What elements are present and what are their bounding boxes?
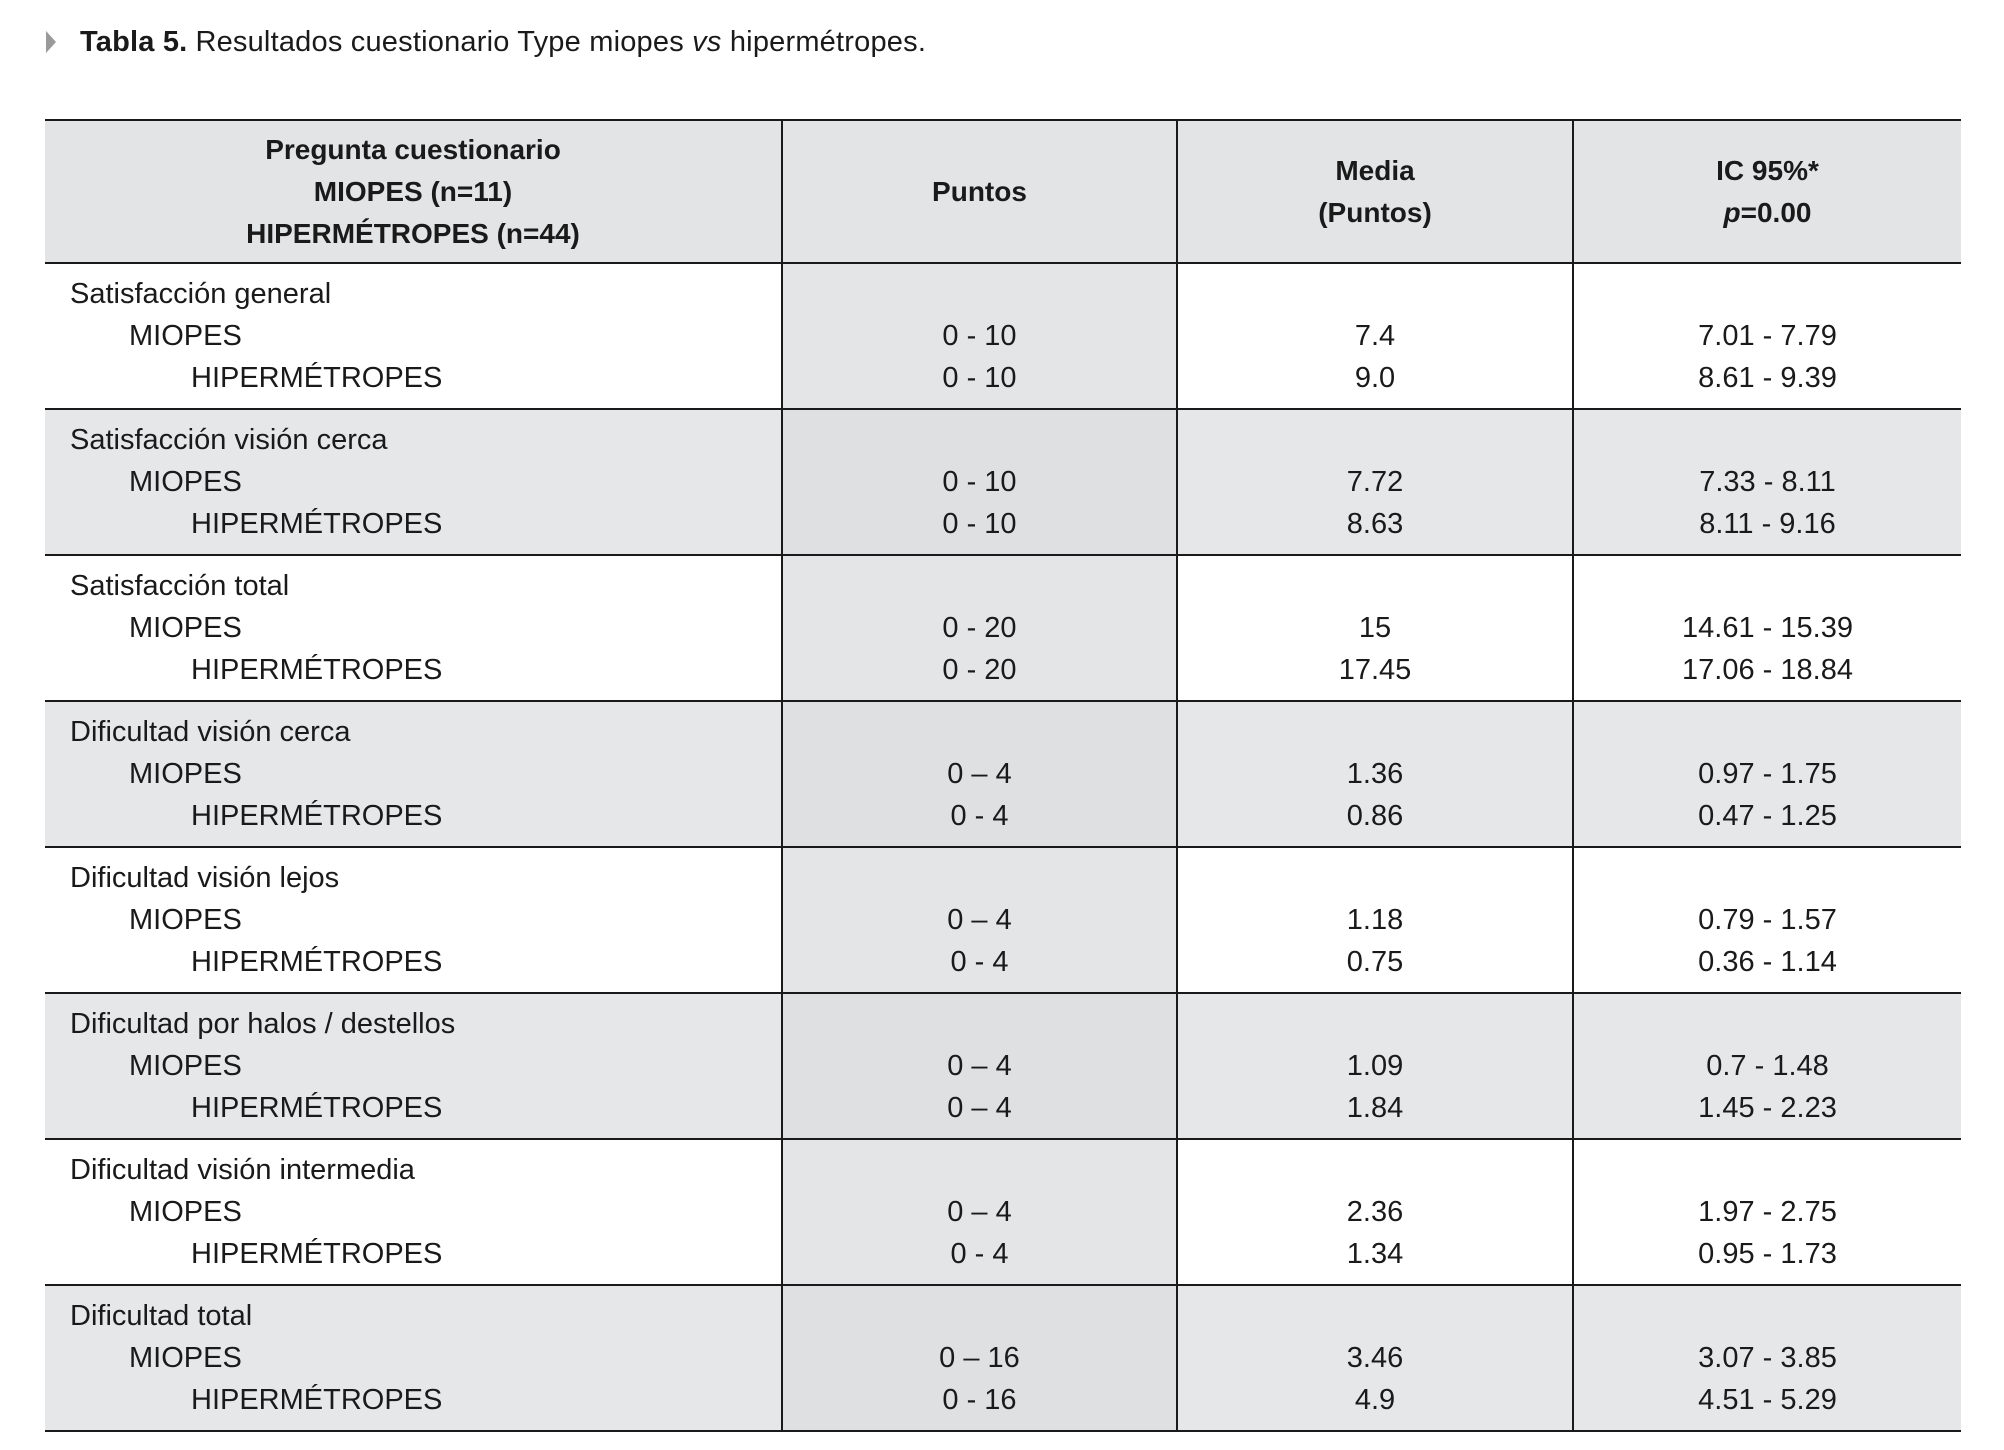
- spacer: [783, 711, 1176, 753]
- media-miopes-value: 3.46: [1346, 1342, 1404, 1374]
- question-cell: [45, 409, 782, 555]
- question-stack: [45, 1140, 781, 1284]
- media-miopes-value: 1.36: [1346, 758, 1404, 790]
- ic-cell: [1573, 847, 1961, 993]
- spacer: [1178, 1149, 1572, 1191]
- spacer: [1178, 857, 1572, 899]
- media-cell: [1177, 701, 1573, 847]
- media-cell: [1177, 1139, 1573, 1285]
- miopes-label: MIOPES: [129, 904, 242, 936]
- ic-miopes-value: 0.97 - 1.75: [1698, 758, 1837, 790]
- header-ic-pvalue: [1574, 192, 1961, 234]
- ic-cell: [1573, 1139, 1961, 1285]
- spacer: [1178, 1003, 1572, 1045]
- media-stack: [1178, 702, 1572, 846]
- spacer: [1574, 857, 1961, 899]
- table-row: [45, 1285, 1961, 1431]
- miopes-label: MIOPES: [129, 758, 242, 790]
- media-cell: [1177, 847, 1573, 993]
- question-title: Dificultad visión lejos: [70, 862, 340, 894]
- media-cell: [1177, 409, 1573, 555]
- ic-stack: [1574, 556, 1961, 700]
- caption-text: [195, 26, 926, 59]
- caption-bullet-icon: [46, 31, 56, 53]
- ic-cell: [1573, 1285, 1961, 1431]
- spacer: [1574, 711, 1961, 753]
- media-hipermetropes-value: 1.34: [1346, 1238, 1404, 1270]
- spacer: [1178, 1295, 1572, 1337]
- spacer: [783, 1003, 1176, 1045]
- spacer: [1574, 1003, 1961, 1045]
- ic-miopes-value: 0.7 - 1.48: [1706, 1050, 1829, 1082]
- question-cell: [45, 993, 782, 1139]
- question-title: Satisfacción general: [70, 278, 332, 310]
- question-stack: [45, 702, 781, 846]
- header-media-line: (Puntos): [1318, 196, 1432, 228]
- puntos-cell: [782, 1285, 1177, 1431]
- question-title: Dificultad visión intermedia: [70, 1154, 415, 1186]
- puntos-miopes-value: 0 – 4: [947, 904, 1012, 936]
- puntos-stack: [783, 702, 1176, 846]
- media-hipermetropes-value: 8.63: [1346, 508, 1404, 540]
- table-row: [45, 263, 1961, 409]
- ic-stack: [1574, 848, 1961, 992]
- question-stack: [45, 264, 781, 408]
- puntos-stack: [783, 1140, 1176, 1284]
- puntos-hipermetropes-value: 0 - 4: [950, 800, 1009, 832]
- media-hipermetropes-value: 17.45: [1338, 654, 1412, 686]
- puntos-hipermetropes-value: 0 - 4: [950, 946, 1009, 978]
- ic-hipermetropes-value: 8.61 - 9.39: [1698, 362, 1837, 394]
- caption-text-before: Resultados cuestionario Type miopes: [195, 25, 684, 58]
- miopes-label: MIOPES: [129, 612, 242, 644]
- spacer: [1574, 1149, 1961, 1191]
- question-stack: [45, 994, 781, 1138]
- spacer: [1574, 419, 1961, 461]
- table-row: [45, 701, 1961, 847]
- ic-hipermetropes-value: 8.11 - 9.16: [1699, 508, 1836, 540]
- media-stack: [1178, 994, 1572, 1138]
- question-stack: [45, 410, 781, 554]
- ic-stack: [1574, 410, 1961, 554]
- spacer: [1178, 273, 1572, 315]
- media-miopes-value: 2.36: [1346, 1196, 1404, 1228]
- caption-label: Tabla 5.: [80, 25, 188, 58]
- puntos-cell: [782, 555, 1177, 701]
- caption-text-after: hipermétropes.: [729, 25, 927, 58]
- question-cell: [45, 263, 782, 409]
- media-stack: [1178, 848, 1572, 992]
- ic-stack: [1574, 264, 1961, 408]
- spacer: [1574, 1295, 1961, 1337]
- hipermetropes-label: HIPERMÉTROPES: [191, 362, 443, 394]
- puntos-hipermetropes-value: 0 – 4: [947, 1092, 1012, 1124]
- puntos-stack: [783, 410, 1176, 554]
- puntos-miopes-value: 0 – 4: [947, 1050, 1012, 1082]
- puntos-cell: [782, 847, 1177, 993]
- question-title: Dificultad visión cerca: [70, 716, 351, 748]
- question-cell: [45, 1285, 782, 1431]
- puntos-miopes-value: 0 – 4: [947, 758, 1012, 790]
- media-stack: [1178, 410, 1572, 554]
- hipermetropes-label: HIPERMÉTROPES: [191, 1092, 443, 1124]
- puntos-cell: [782, 993, 1177, 1139]
- media-hipermetropes-value: 4.9: [1354, 1384, 1396, 1416]
- ic-stack: [1574, 994, 1961, 1138]
- question-cell: [45, 847, 782, 993]
- table-body: [45, 263, 1961, 1431]
- spacer: [783, 419, 1176, 461]
- media-hipermetropes-value: 1.84: [1346, 1092, 1404, 1124]
- spacer: [783, 273, 1176, 315]
- puntos-miopes-value: 0 – 16: [939, 1342, 1020, 1374]
- miopes-label: MIOPES: [129, 466, 242, 498]
- hipermetropes-label: HIPERMÉTROPES: [191, 946, 443, 978]
- media-miopes-value: 15: [1358, 612, 1392, 644]
- table-row: [45, 409, 1961, 555]
- spacer: [783, 1149, 1176, 1191]
- ic-miopes-value: 14.61 - 15.39: [1682, 612, 1853, 644]
- spacer: [783, 565, 1176, 607]
- ic-stack: [1574, 702, 1961, 846]
- ic-stack: [1574, 1286, 1961, 1430]
- hipermetropes-label: HIPERMÉTROPES: [191, 1384, 443, 1416]
- puntos-cell: [782, 409, 1177, 555]
- header-ic-line: IC 95%*: [1716, 154, 1819, 186]
- media-miopes-value: 1.18: [1346, 904, 1404, 936]
- ic-hipermetropes-value: 0.36 - 1.14: [1698, 946, 1837, 978]
- media-miopes-value: 7.72: [1346, 466, 1404, 498]
- table-caption: [46, 22, 926, 62]
- media-cell: [1177, 263, 1573, 409]
- spacer: [1574, 565, 1961, 607]
- puntos-miopes-value: 0 – 4: [947, 1196, 1012, 1228]
- puntos-hipermetropes-value: 0 - 10: [942, 508, 1017, 540]
- ic-miopes-value: 1.97 - 2.75: [1698, 1196, 1837, 1228]
- question-stack: [45, 848, 781, 992]
- table-row: [45, 1139, 1961, 1285]
- ic-hipermetropes-value: 4.51 - 5.29: [1698, 1384, 1837, 1416]
- header-media: [1177, 120, 1573, 263]
- question-title: Satisfacción total: [70, 570, 290, 602]
- header-question-line: Pregunta cuestionario: [265, 133, 561, 165]
- puntos-hipermetropes-value: 0 - 20: [942, 654, 1017, 686]
- spacer: [783, 857, 1176, 899]
- ic-cell: [1573, 993, 1961, 1139]
- media-hipermetropes-value: 0.86: [1346, 800, 1404, 832]
- ic-hipermetropes-value: 1.45 - 2.23: [1698, 1092, 1837, 1124]
- ic-hipermetropes-value: 0.95 - 1.73: [1698, 1238, 1837, 1270]
- miopes-label: MIOPES: [129, 320, 242, 352]
- question-cell: [45, 555, 782, 701]
- media-miopes-value: 1.09: [1346, 1050, 1404, 1082]
- table-header-row: [45, 120, 1961, 263]
- header-media-line: Media: [1335, 154, 1415, 186]
- puntos-cell: [782, 263, 1177, 409]
- puntos-stack: [783, 994, 1176, 1138]
- ic-stack: [1574, 1140, 1961, 1284]
- media-cell: [1177, 1285, 1573, 1431]
- media-stack: [1178, 264, 1572, 408]
- media-stack: [1178, 1140, 1572, 1284]
- results-table: [45, 119, 1961, 1432]
- table-row: [45, 847, 1961, 993]
- media-cell: [1177, 555, 1573, 701]
- puntos-miopes-value: 0 - 10: [942, 320, 1017, 352]
- question-stack: [45, 556, 781, 700]
- ic-cell: [1573, 263, 1961, 409]
- ic-hipermetropes-value: 0.47 - 1.25: [1698, 800, 1837, 832]
- question-title: Satisfacción visión cerca: [70, 424, 388, 456]
- table-row: [45, 993, 1961, 1139]
- spacer: [1178, 711, 1572, 753]
- puntos-stack: [783, 264, 1176, 408]
- puntos-cell: [782, 701, 1177, 847]
- question-cell: [45, 701, 782, 847]
- puntos-hipermetropes-value: 0 - 16: [942, 1384, 1017, 1416]
- puntos-hipermetropes-value: 0 - 10: [942, 362, 1017, 394]
- puntos-miopes-value: 0 - 10: [942, 466, 1017, 498]
- header-ic-p: p: [1723, 196, 1741, 228]
- media-miopes-value: 7.4: [1354, 320, 1396, 352]
- header-question-line: HIPERMÉTROPES (n=44): [246, 217, 580, 249]
- ic-cell: [1573, 701, 1961, 847]
- media-hipermetropes-value: 0.75: [1346, 946, 1404, 978]
- media-cell: [1177, 993, 1573, 1139]
- media-hipermetropes-value: 9.0: [1354, 362, 1396, 394]
- miopes-label: MIOPES: [129, 1196, 242, 1228]
- ic-miopes-value: 3.07 - 3.85: [1698, 1342, 1837, 1374]
- ic-miopes-value: 7.01 - 7.79: [1698, 320, 1837, 352]
- question-title: Dificultad por halos / destellos: [70, 1008, 456, 1040]
- puntos-stack: [783, 848, 1176, 992]
- puntos-hipermetropes-value: 0 - 4: [950, 1238, 1009, 1270]
- header-ic-p-value: =0.00: [1740, 196, 1812, 228]
- question-cell: [45, 1139, 782, 1285]
- hipermetropes-label: HIPERMÉTROPES: [191, 508, 443, 540]
- puntos-cell: [782, 1139, 1177, 1285]
- ic-miopes-value: 0.79 - 1.57: [1698, 904, 1837, 936]
- ic-hipermetropes-value: 17.06 - 18.84: [1682, 654, 1853, 686]
- hipermetropes-label: HIPERMÉTROPES: [191, 800, 443, 832]
- hipermetropes-label: HIPERMÉTROPES: [191, 654, 443, 686]
- miopes-label: MIOPES: [129, 1050, 242, 1082]
- table-row: [45, 555, 1961, 701]
- caption-text-italic: vs: [692, 25, 722, 58]
- media-stack: [1178, 1286, 1572, 1430]
- header-question-line: MIOPES (n=11): [313, 175, 513, 207]
- ic-miopes-value: 7.33 - 8.11: [1699, 466, 1836, 498]
- header-puntos: Puntos: [782, 120, 1177, 263]
- puntos-stack: [783, 556, 1176, 700]
- puntos-miopes-value: 0 - 20: [942, 612, 1017, 644]
- question-stack: [45, 1286, 781, 1430]
- spacer: [783, 1295, 1176, 1337]
- miopes-label: MIOPES: [129, 1342, 242, 1374]
- header-ic: [1573, 120, 1961, 263]
- ic-cell: [1573, 555, 1961, 701]
- puntos-stack: [783, 1286, 1176, 1430]
- media-stack: [1178, 556, 1572, 700]
- spacer: [1178, 419, 1572, 461]
- spacer: [1178, 565, 1572, 607]
- header-question: [45, 120, 782, 263]
- question-title: Dificultad total: [70, 1300, 253, 1332]
- spacer: [1574, 273, 1961, 315]
- ic-cell: [1573, 409, 1961, 555]
- hipermetropes-label: HIPERMÉTROPES: [191, 1238, 443, 1270]
